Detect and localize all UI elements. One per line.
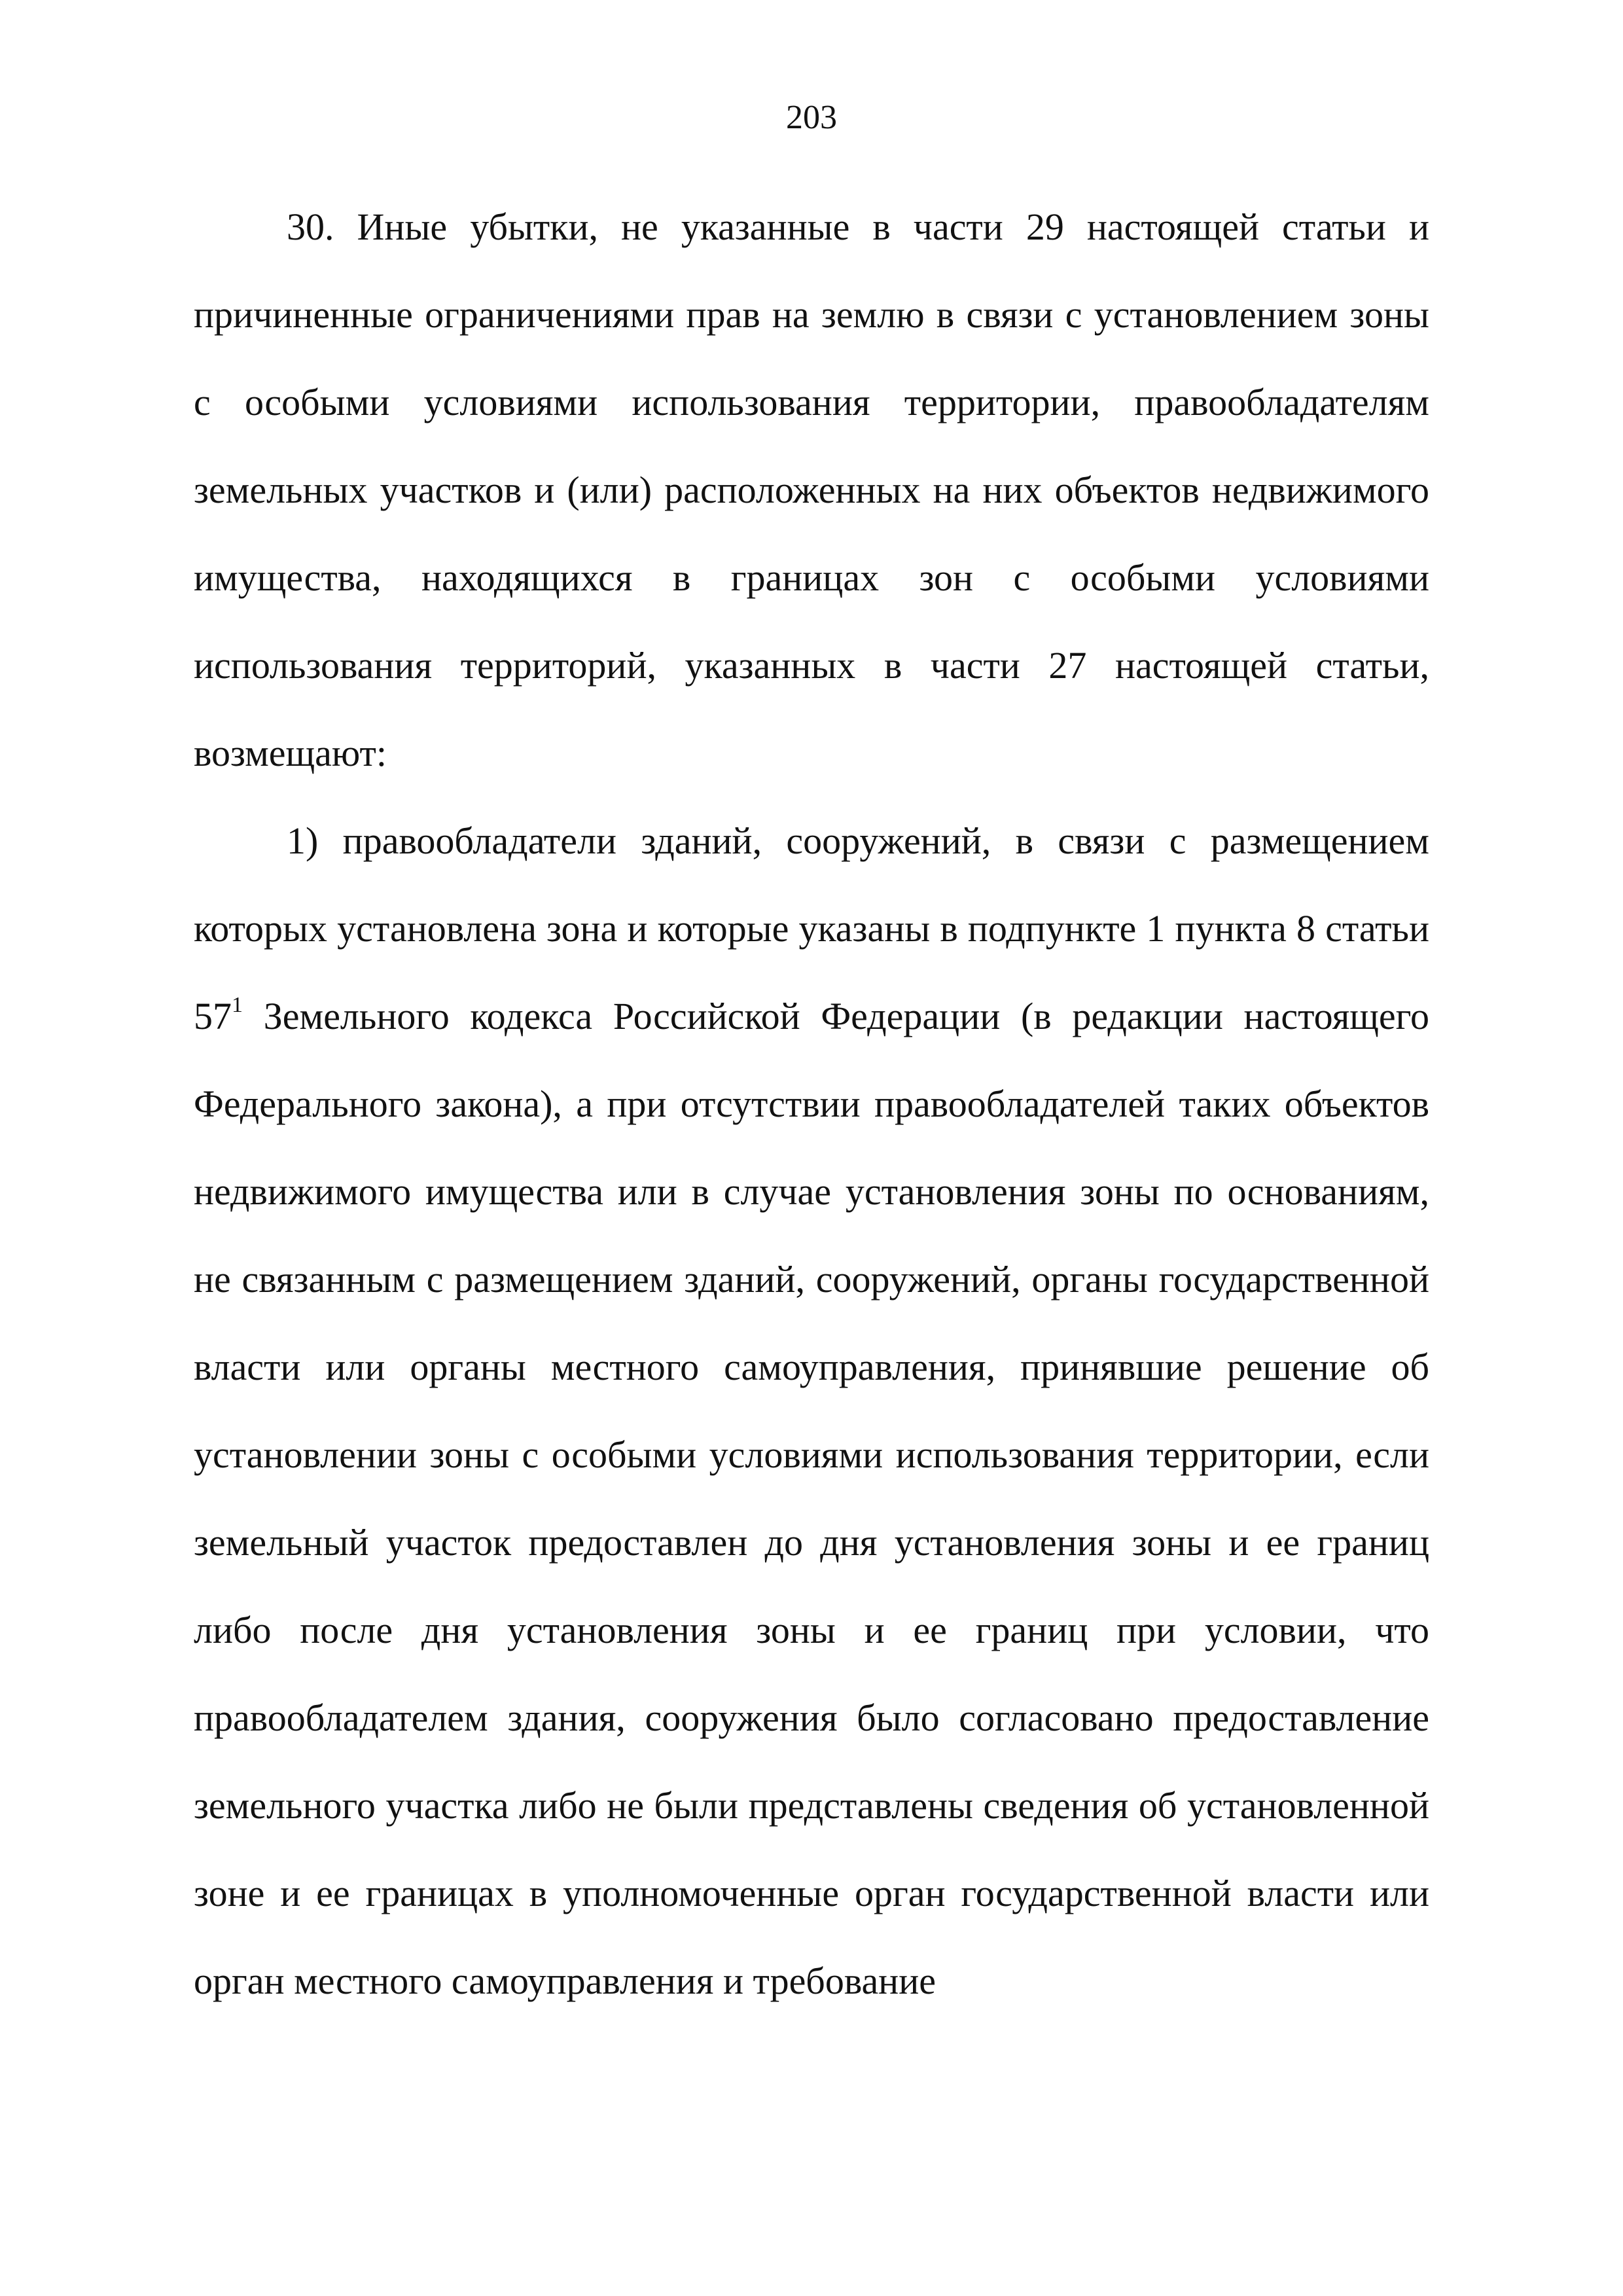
paragraph-30: 30. Иные убытки, не указанные в части 29 настоящей статьи и причиненные ограничениями прав на землю в связи с установлением зоны с особыми условиями использования территории, правообладателям земельных участков и (или) расположенных на них объектов недвижимого имущества, находящихся в границах зон с особыми условиями использования территорий, указанных в части 27 настоящей статьи, возмещают: (194, 206, 1429, 774)
paragraph-text-after-superscript: Земельного кодекса Российской Федерации (в редакции настоящего Федерального закона), а при отсутствии правообладателей таких объектов недвижимого имущества или в случае установления зоны по основаниям, не связанным с размещением зданий, сооружений, органы государственной власти или органы местного самоуправления, принявшие решение об установлении зоны с особыми условиями использования территории, если земельный участок предоставлен до дня установления зоны и ее границ либо после дня установления зоны и ее границ при условии, что правообладателем здания, сооружения было согласовано предоставление земельного участка либо не были представлены сведения об установленной зоне и ее границах в уполномоченные орган государственной власти или орган местного самоуправления и требование (194, 995, 1429, 2002)
article-superscript: 1 (232, 993, 243, 1017)
paragraph-text-before-superscript: 1) правообладатели зданий, сооружений, в связи с размещением которых установлена зона и которые указаны в подпункте 1 пункта 8 статьи 57 (194, 819, 1429, 1037)
paragraph-item-1 (194, 797, 1429, 2025)
page-number: 203 (786, 99, 837, 136)
document-body (194, 183, 1429, 2025)
